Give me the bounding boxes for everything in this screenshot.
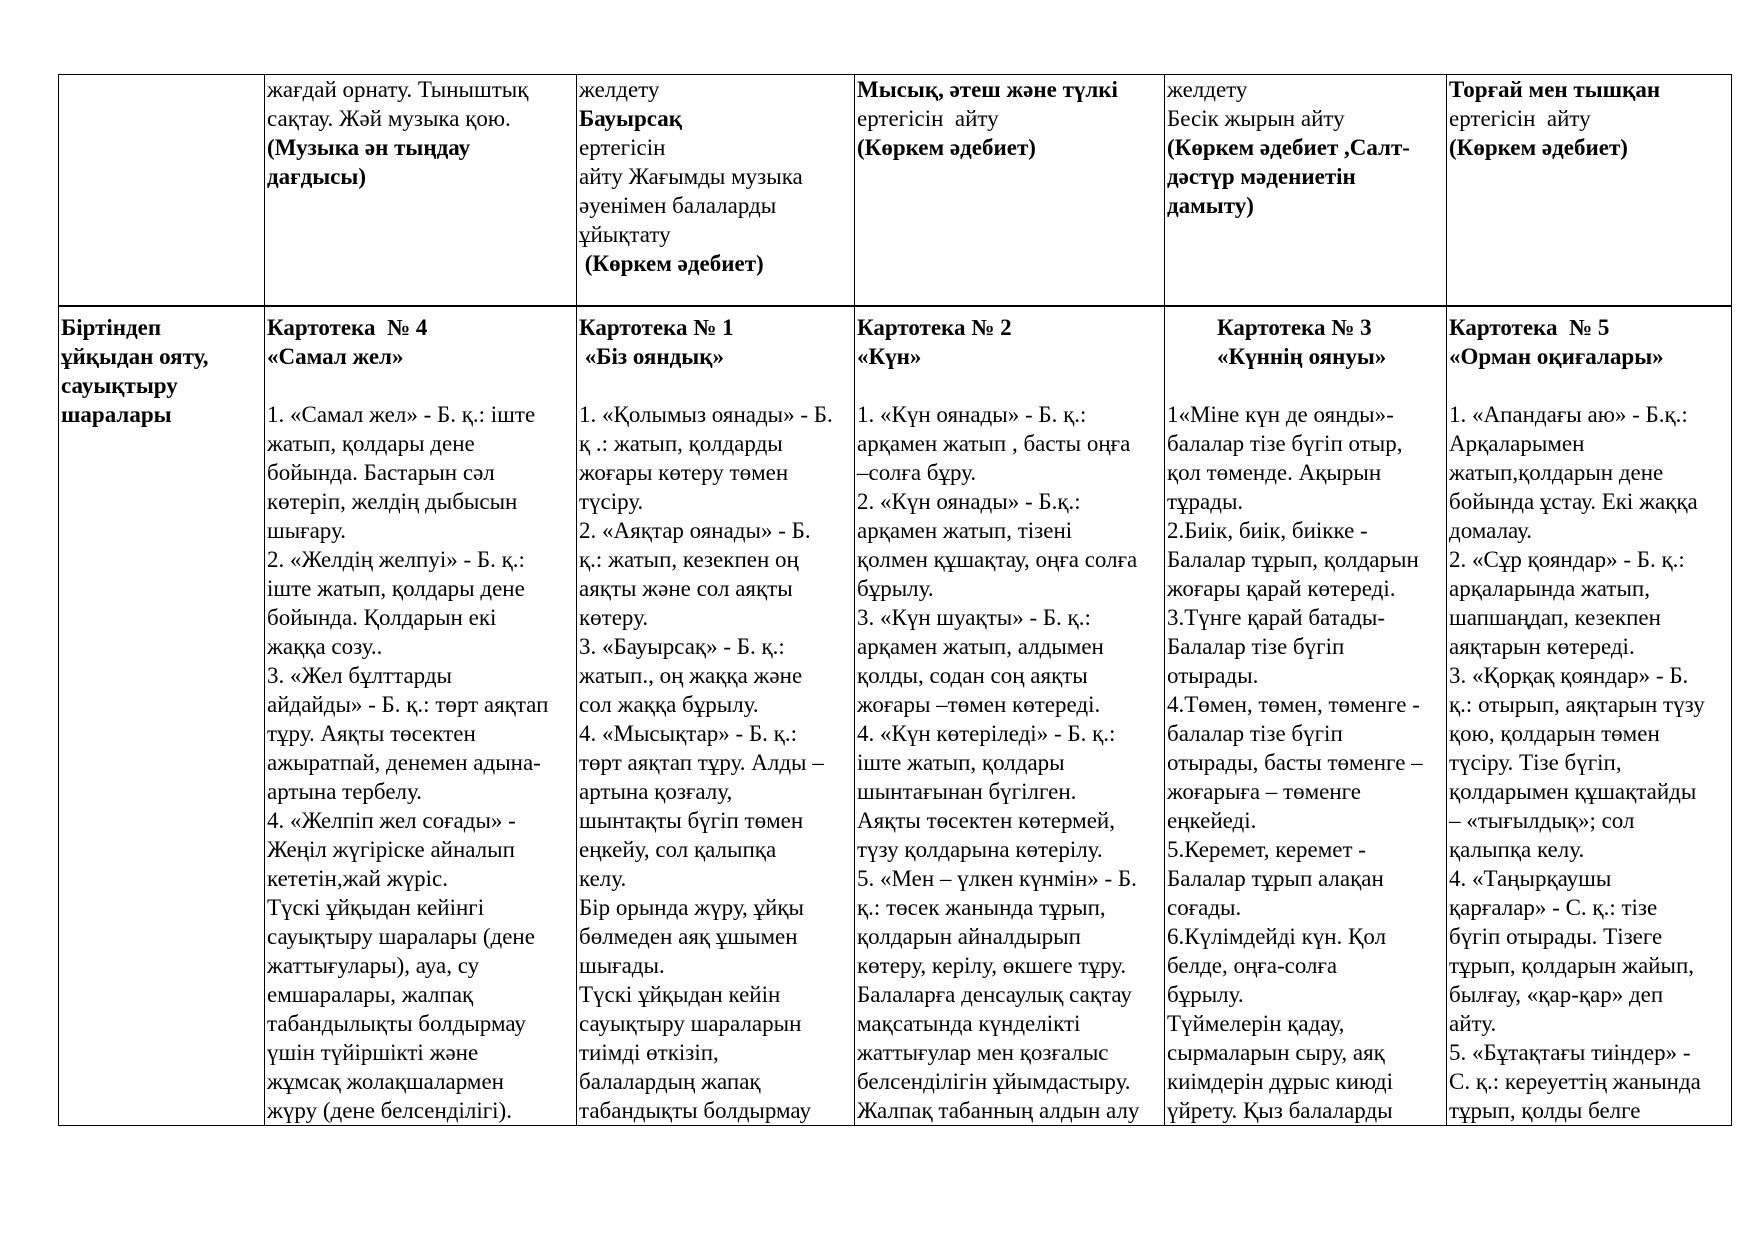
spacer bbox=[267, 371, 576, 400]
spacer bbox=[857, 371, 1164, 400]
row-label-cell bbox=[59, 75, 265, 307]
cell-text: желдету bbox=[579, 77, 660, 102]
cell-category: (Көркем әдебиет) bbox=[1449, 135, 1628, 160]
cell-text: ертегісін айту bbox=[857, 106, 999, 131]
cell-tale-title: Мысық, әтеш және түлкі bbox=[857, 77, 1118, 102]
cell-text: ертегісін айту Жағымды музыка әуенімен балаларды ұйықтату bbox=[579, 135, 803, 247]
table-cell bbox=[577, 75, 855, 307]
spacer bbox=[579, 371, 854, 400]
table-cell bbox=[265, 75, 577, 307]
cell-tale-title: Торғай мен тышқан bbox=[1449, 77, 1661, 102]
table-cell bbox=[265, 306, 577, 1126]
card-title: Картотека № 3 «Күннің оянуы» bbox=[1217, 315, 1387, 369]
cell-category: (Көркем әдебиет ,Салт- дәстүр мәдениетін дамыту) bbox=[1167, 135, 1410, 218]
table-row bbox=[59, 306, 1732, 1126]
spacer bbox=[1167, 371, 1446, 400]
cell-category: (Музыка ән тыңдау дағдысы) bbox=[267, 135, 471, 189]
cell-category: (Көркем әдебиет) bbox=[857, 135, 1036, 160]
card-body: 1. «Самал жел» - Б. қ.: іште жатып, қолдары дене бойында. Бастарын сәл көтеріп, желдің дыбысын шығару. 2. «Желдің желпуі» - Б. қ.: іште жатып, қолдары дене бойында. Қолдарын екі жаққа созу.. 3. «Жел бұлттарды айдайды» - Б. қ.: төрт аяқтап тұру. Аяқты төсектен ажыратпай, денемен адына- артына тербелу. 4. «Желпіп жел соғады» - Жеңіл жүгіріске айналып кететін,жай жүріс. Түскі ұйқыдан кейінгі сауықтыру шаралары (дене жаттығулары), ауа, су емшаралары, жалпақ табандылықты болдырмау үшін түйіршікті және жұмсақ жолақшалармен жүру (дене белсенділігі). bbox=[267, 402, 549, 1123]
row-label: Біртіндеп ұйқыдан ояту, сауықтыру шаралары bbox=[61, 315, 209, 427]
card-body: 1. «Қолымыз оянады» - Б. қ .: жатып, қолдарды жоғары көтеру төмен түсіру. 2. «Аяқтар оянады» - Б. қ.: жатып, кезекпен оң аяқты және сол аяқты көтеру. 3. «Бауырсақ» - Б. қ.: жатып., оң жаққа және сол жаққа бұрылу. 4. «Мысықтар» - Б. қ.: төрт аяқтап тұру. Алды – артына қозғалу, шынтақты бүгіп төмен еңкейу, сол қалыпқа келу. Бір орында жүру, ұйқы бөлмеден аяқ ұшымен шығады. Түскі ұйқыдан кейін сауықтыру шараларын тиімді өткізіп, балалардың жапақ табандықты болдырмау bbox=[579, 402, 833, 1123]
card-title: Картотека № 5 «Орман оқиғалары» bbox=[1449, 315, 1664, 369]
row-label-cell bbox=[59, 306, 265, 1126]
card-body: 1«Міне күн де оянды»- балалар тізе бүгіп отыр, қол төменде. Ақырын тұрады. 2.Биік, биік, биікке - Балалар тұрып, қолдарын жоғары қарай көтереді. 3.Түнге қарай батады- Балалар тізе бүгіп отырады. 4.Төмен, төмен, төменге - балалар тізе бүгіп отырады, басты төменге – жоғарыға – төменге еңкейеді. 5.Керемет, керемет - Балалар тұрып алақан соғады. 6.Күлімдейді күн. Қол белде, оңға-солға бұрылу. Түймелерін қадау, сырмаларын сыру, аяқ киімдерін дұрыс киюді үйрету. Қыз балаларды bbox=[1167, 402, 1423, 1123]
card-body: 1. «Апандағы аю» - Б.қ.: Арқаларымен жатып,қолдарын дене бойында ұстау. Екі жаққа домалау. 2. «Сұр қояндар» - Б. қ.: арқаларында жатып, шапшаңдап, кезекпен аяқтарын көтереді. 3. «Қорқақ қояндар» - Б. қ.: отырып, аяқтарын түзу қою, қолдарын төмен түсіру. Тізе бүгіп, қолдарымен құшақтайды – «тығылдық»; сол қалыпқа келу. 4. «Таңырқаушы қарғалар» - С. қ.: тізе бүгіп отырады. Тізеге тұрып, қолдарын жайып, былғау, «қар-қар» деп айту. 5. «Бұтақтағы тиіндер» - С. қ.: кереуеттің жанында тұрып, қолды белге bbox=[1449, 402, 1705, 1123]
cell-tale-title: Бауырсақ bbox=[579, 106, 683, 131]
table-cell bbox=[855, 306, 1165, 1126]
table-cell bbox=[855, 75, 1165, 307]
table-cell bbox=[1165, 75, 1447, 307]
schedule-table bbox=[58, 74, 1732, 1126]
table-cell bbox=[1447, 75, 1732, 307]
cell-category: (Көркем әдебиет) bbox=[579, 251, 764, 276]
card-title: Картотека № 4 «Самал жел» bbox=[267, 315, 428, 369]
cell-text: жағдай орнату. Тыныштық сақтау. Жәй музыка қою. bbox=[267, 77, 529, 131]
card-body: 1. «Күн оянады» - Б. қ.: арқамен жатып , басты оңға –солға бұру. 2. «Күн оянады» - Б.қ.: арқамен жатып, тізені қолмен құшақтау, оңға солға бұрылу. 3. «Күн шуақты» - Б. қ.: арқамен жатып, алдымен қолды, содан соң аяқты жоғары –төмен көтереді. 4. «Күн көтеріледі» - Б. қ.: іште жатып, қолдары шынтағынан бүгілген. Аяқты төсектен көтермей, түзу қолдарына көтерілу. 5. «Мен – үлкен күнмін» - Б. қ.: төсек жанында тұрып, қолдарын айналдырып көтеру, керілу, өкшеге тұру. Балаларға денсаулық сақтау мақсатында күнделікті жаттығулар мен қозғалыс белсенділігін ұйымдастыру. Жалпақ табанның алдын алу bbox=[857, 402, 1140, 1123]
cell-text: желдету Бесік жырын айту bbox=[1167, 77, 1345, 131]
spacer bbox=[1449, 371, 1731, 400]
table-cell bbox=[1165, 306, 1447, 1126]
table-cell bbox=[577, 306, 855, 1126]
card-title: Картотека № 2 «Күн» bbox=[857, 315, 1012, 369]
table-row bbox=[59, 75, 1732, 307]
table-cell bbox=[1447, 306, 1732, 1126]
cell-text: ертегісін айту bbox=[1449, 106, 1591, 131]
card-title: Картотека № 1 «Біз ояндық» bbox=[579, 315, 734, 369]
